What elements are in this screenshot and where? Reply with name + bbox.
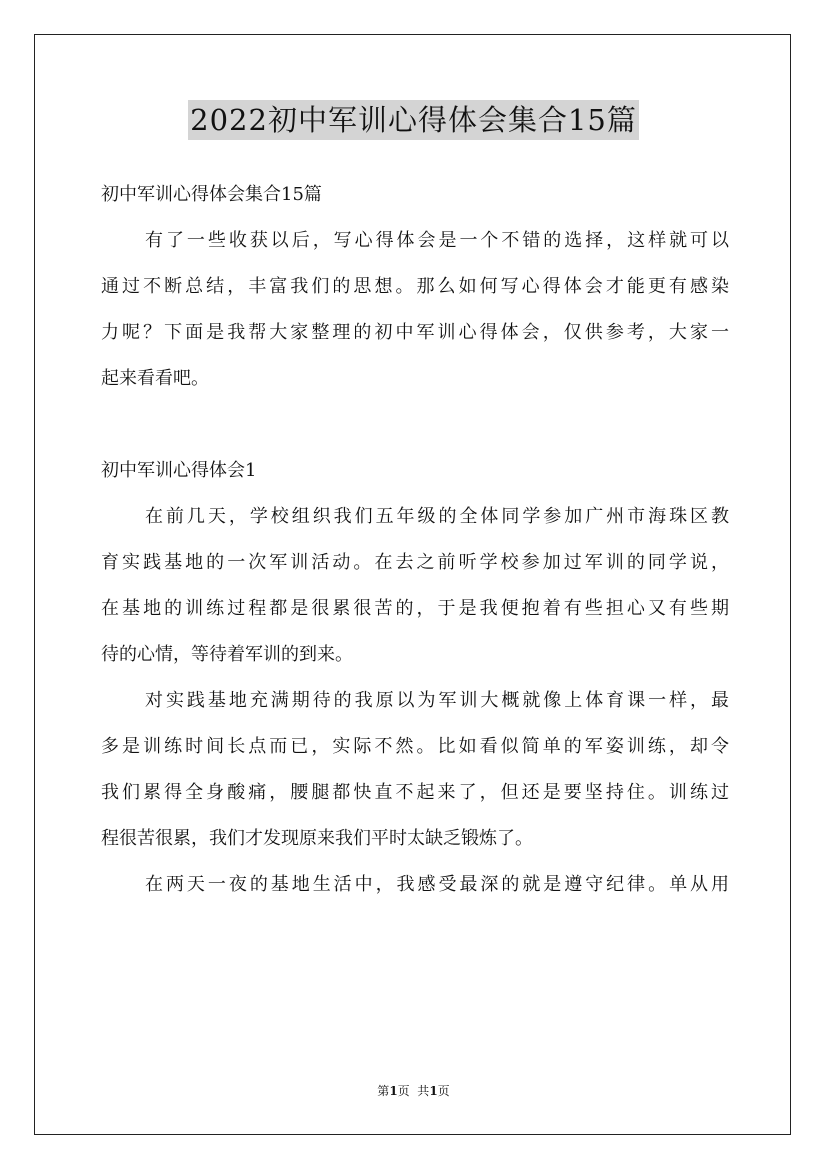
document-title xyxy=(0,100,827,140)
intro-line: 力呢？下面是我帮大家整理的初中军训心得体会，仅供参考，大家一 xyxy=(101,322,729,343)
page-prefix: 第 xyxy=(377,1084,390,1098)
intro-line: 有了一些收获以后，写心得体会是一个不错的选择，这样就可以 xyxy=(145,230,729,251)
paragraph-line: 在两天一夜的基地生活中，我感受最深的就是遵守纪律。单从用 xyxy=(145,874,729,895)
paragraph-line: 程很苦很累，我们才发现原来我们平时太缺乏锻炼了。 xyxy=(101,828,533,849)
document-body xyxy=(101,172,729,908)
page-current: 1 xyxy=(389,1084,398,1098)
paragraph-line: 在基地的训练过程都是很累很苦的，于是我便抱着有些担心又有些期 xyxy=(101,598,729,619)
paragraph-gap xyxy=(101,402,729,448)
page-footer xyxy=(0,1082,827,1100)
page-mid: 页 共 xyxy=(397,1084,430,1098)
paragraph-line: 在前几天，学校组织我们五年级的全体同学参加广州市海珠区教 xyxy=(145,506,729,527)
page-total: 1 xyxy=(429,1084,438,1098)
intro-line: 通过不断总结，丰富我们的思想。那么如何写心得体会才能更有感染 xyxy=(101,276,729,297)
document-subtitle: 初中军训心得体会集合15篇 xyxy=(101,184,322,205)
paragraph-line: 对实践基地充满期待的我原以为军训大概就像上体育课一样，最 xyxy=(145,690,729,711)
section-heading: 初中军训心得体会1 xyxy=(101,460,257,481)
paragraph-line: 育实践基地的一次军训活动。在去之前听学校参加过军训的同学说， xyxy=(101,552,729,573)
document-title-text: 2022初中军训心得体会集合15篇 xyxy=(188,100,639,140)
paragraph-line: 我们累得全身酸痛，腰腿都快直不起来了，但还是要坚持住。训练过 xyxy=(101,782,729,803)
intro-line: 起来看看吧。 xyxy=(101,368,209,389)
page-suffix: 页 xyxy=(437,1084,450,1098)
paragraph-line: 多是训练时间长点而已，实际不然。比如看似简单的军姿训练，却令 xyxy=(101,736,729,757)
paragraph-line: 待的心情，等待着军训的到来。 xyxy=(101,644,353,665)
